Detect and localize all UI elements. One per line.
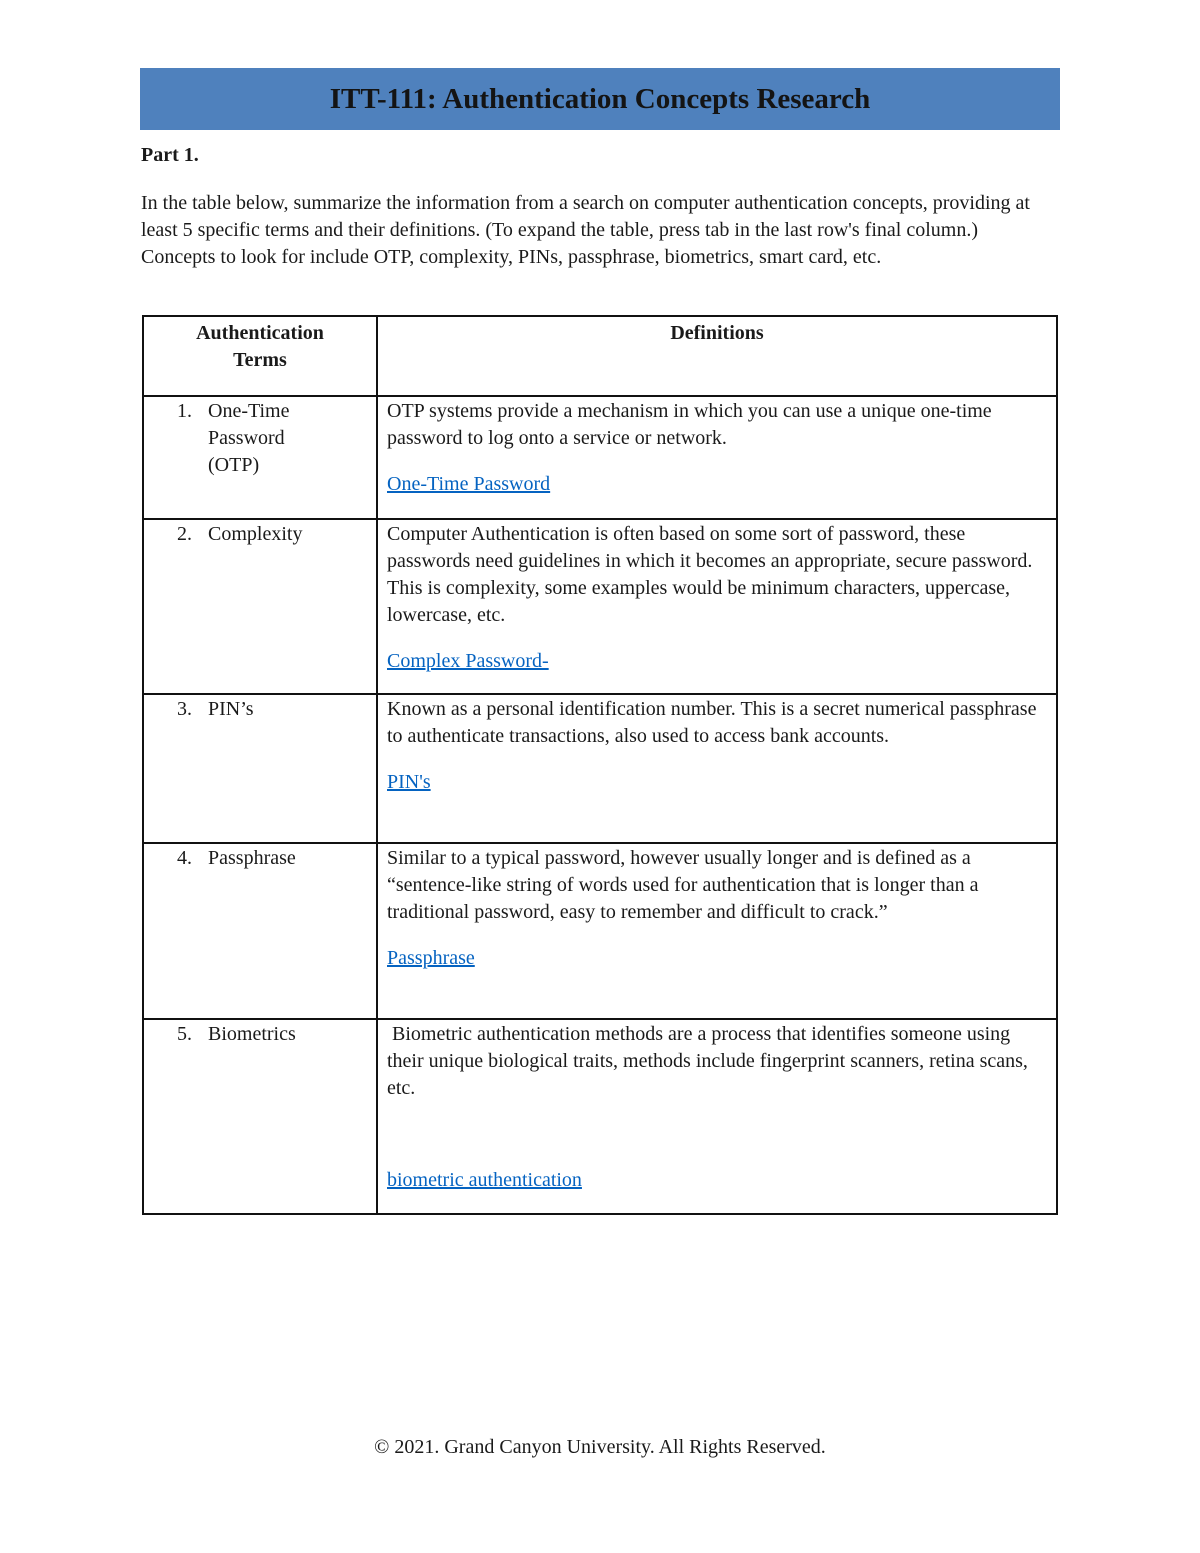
term-number: 4.	[177, 847, 192, 869]
definition-cell	[377, 1019, 1057, 1214]
reference-link[interactable]: Passphrase	[387, 947, 475, 969]
table-row	[143, 843, 1057, 1019]
table-row	[143, 396, 1057, 519]
term-cell	[143, 843, 377, 1019]
part-heading: Part 1.	[141, 144, 199, 166]
definition-cell	[377, 694, 1057, 843]
table-row	[143, 519, 1057, 694]
table-header-row	[143, 316, 1057, 396]
definition-text: Known as a personal identification number. This is a secret numerical passphrase to authenticate transactions, also used to access bank accounts.	[387, 698, 1037, 747]
term-cell	[143, 396, 377, 519]
reference-link[interactable]: One-Time Password	[387, 473, 551, 495]
header-definitions: Definitions	[377, 316, 1057, 396]
reference-link[interactable]: PIN's	[387, 771, 431, 793]
term-number: 2.	[177, 523, 192, 545]
intro-paragraph: In the table below, summarize the information from a search on computer authentication concepts, providing at least 5 specific terms and their definitions. (To expand the table, press tab in the last row's final column.) Concepts to look for include OTP, complexity, PINs, passphrase, biometrics, smart card, etc.	[141, 192, 1030, 268]
term-name: Complexity	[208, 523, 303, 545]
definition-text: OTP systems provide a mechanism in which you can use a unique one-time password to log onto a service or network.	[387, 400, 992, 449]
definition-cell	[377, 519, 1057, 694]
definition-text: Biometric authentication methods are a process that identifies someone using their unique biological traits, methods include fingerprint scanners, retina scans, etc.	[387, 1023, 1033, 1099]
term-name: Passphrase	[208, 847, 296, 869]
term-name: Biometrics	[208, 1023, 296, 1045]
term-name: PIN’s	[208, 698, 254, 720]
copyright-footer: © 2021. Grand Canyon University. All Rights Reserved.	[374, 1436, 826, 1458]
title-banner	[140, 68, 1060, 130]
definition-cell	[377, 843, 1057, 1019]
term-number: 3.	[177, 698, 192, 720]
definition-cell	[377, 396, 1057, 519]
definition-text: Similar to a typical password, however usually longer and is defined as a “sentence-like string of words used for authentication that is longer than a traditional password, easy to remember and difficult to crack.”	[387, 847, 979, 923]
reference-link[interactable]: biometric authentication	[387, 1169, 582, 1191]
definition-text: Computer Authentication is often based on some sort of password, these passwords need guidelines in which it becomes an appropriate, secure password. This is complexity, some examples would be minimum characters, uppercase, lowercase, etc.	[387, 523, 1033, 626]
table-row	[143, 694, 1057, 843]
table-row	[143, 1019, 1057, 1214]
document-title: ITT-111: Authentication Concepts Research	[329, 82, 871, 115]
term-cell	[143, 694, 377, 843]
term-number: 5.	[177, 1023, 192, 1045]
term-cell	[143, 519, 377, 694]
term-name: One-Time Password (OTP)	[208, 400, 290, 476]
header-terms	[143, 316, 377, 396]
term-number: 1.	[177, 400, 192, 422]
reference-link[interactable]: Complex Password-	[387, 650, 549, 672]
authentication-terms-table	[142, 315, 1058, 1215]
header-terms-label: Authentication Terms	[196, 322, 324, 371]
term-cell	[143, 1019, 377, 1214]
